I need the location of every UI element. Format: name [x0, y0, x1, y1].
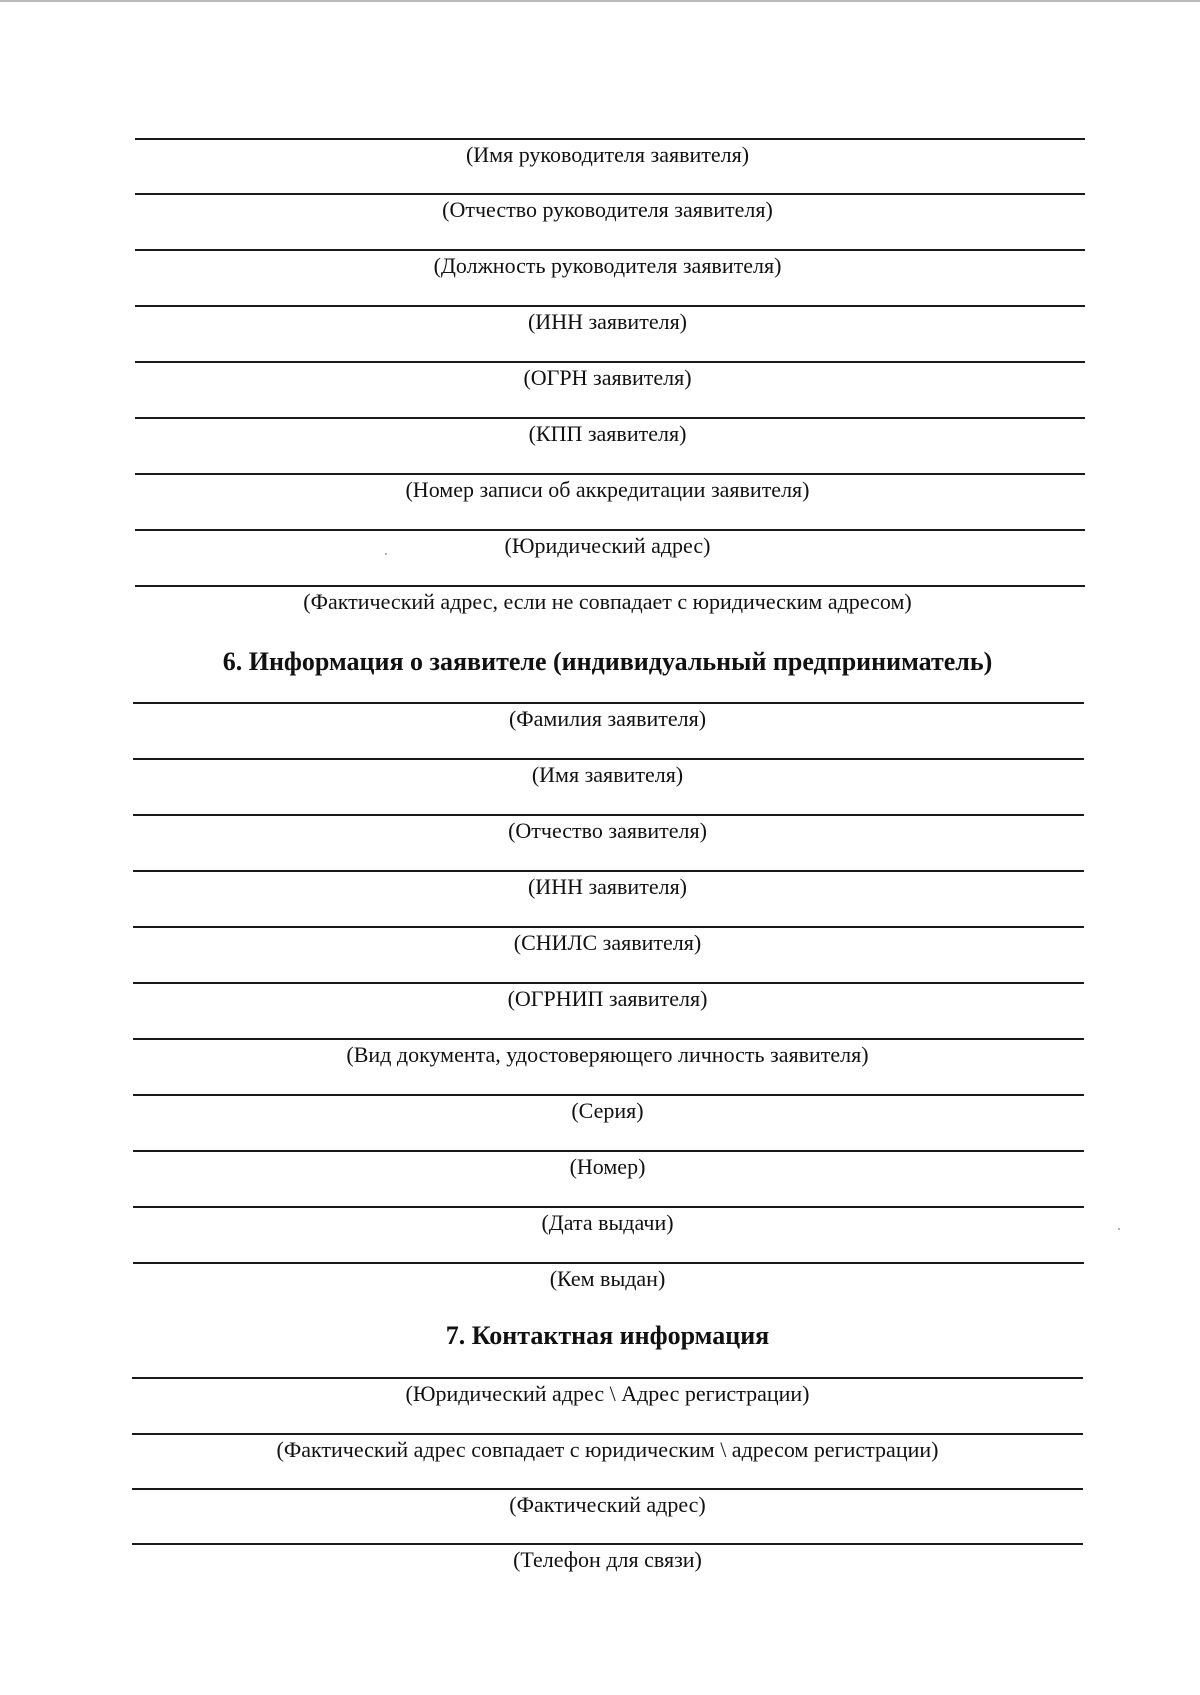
field-caption-ip-snils: (СНИЛС заявителя) — [513, 930, 702, 955]
field-caption-legal-address: (Юридический адрес) — [504, 533, 711, 558]
field-caption-id-issued-by: (Кем выдан) — [549, 1266, 666, 1291]
field-line-ip-first-name[interactable] — [133, 758, 1084, 760]
field-line-org-kpp[interactable] — [135, 417, 1085, 419]
field-caption-manager-position: (Должность руководителя заявителя) — [433, 253, 782, 278]
field-line-manager-first-name[interactable] — [135, 138, 1085, 140]
field-line-manager-patronymic[interactable] — [135, 193, 1085, 195]
field-caption-ip-patronymic: (Отчество заявителя) — [508, 818, 707, 843]
field-caption-id-issue-date: (Дата выдачи) — [541, 1210, 674, 1235]
field-line-id-issued-by[interactable] — [133, 1262, 1084, 1264]
field-line-accreditation-record[interactable] — [135, 473, 1085, 475]
field-line-id-series[interactable] — [133, 1094, 1084, 1096]
field-caption-ip-ogrnip: (ОГРНИП заявителя) — [507, 986, 708, 1011]
field-caption-ip-last-name: (Фамилия заявителя) — [508, 706, 707, 731]
field-caption-ip-inn: (ИНН заявителя) — [527, 874, 688, 899]
field-caption-contact-phone: (Телефон для связи) — [513, 1547, 702, 1572]
field-caption-org-ogrn: (ОГРН заявителя) — [523, 365, 692, 390]
field-line-ip-last-name[interactable] — [133, 702, 1084, 704]
field-line-ip-ogrnip[interactable] — [133, 982, 1084, 984]
field-line-registration-address[interactable] — [132, 1377, 1083, 1379]
section-6-heading: 6. Информация о заявителе (индивидуальный предприниматель) — [222, 647, 993, 676]
field-line-actual-address[interactable] — [132, 1488, 1083, 1490]
field-caption-actual-matches-legal: (Фактический адрес совпадает с юридическим \ адресом регистрации) — [276, 1437, 939, 1462]
field-caption-org-inn: (ИНН заявителя) — [527, 309, 688, 334]
field-line-id-document-type[interactable] — [133, 1038, 1084, 1040]
field-caption-ip-first-name: (Имя заявителя) — [531, 762, 684, 787]
section-7-heading: 7. Контактная информация — [445, 1321, 770, 1350]
field-line-org-ogrn[interactable] — [135, 361, 1085, 363]
field-line-legal-address[interactable] — [135, 529, 1085, 531]
field-caption-org-kpp: (КПП заявителя) — [528, 421, 687, 446]
field-line-actual-matches-legal[interactable] — [132, 1433, 1083, 1435]
field-line-ip-patronymic[interactable] — [133, 814, 1084, 816]
field-line-ip-inn[interactable] — [133, 870, 1084, 872]
field-line-org-inn[interactable] — [135, 305, 1085, 307]
field-line-id-issue-date[interactable] — [133, 1206, 1084, 1208]
field-caption-actual-address-org: (Фактический адрес, если не совпадает с юридическим адресом) — [303, 589, 912, 614]
field-caption-id-document-type: (Вид документа, удостоверяющего личность заявителя) — [346, 1042, 869, 1067]
scan-speck — [385, 553, 387, 555]
field-line-ip-snils[interactable] — [133, 926, 1084, 928]
field-line-contact-phone[interactable] — [132, 1543, 1083, 1545]
field-caption-manager-first-name: (Имя руководителя заявителя) — [465, 142, 750, 167]
field-caption-accreditation-record: (Номер записи об аккредитации заявителя) — [405, 477, 810, 502]
field-line-manager-position[interactable] — [135, 249, 1085, 251]
field-line-actual-address-org[interactable] — [135, 585, 1085, 587]
field-caption-actual-address: (Фактический адрес) — [509, 1492, 706, 1517]
scan-speck — [1118, 1228, 1120, 1230]
field-caption-id-number: (Номер) — [569, 1154, 646, 1179]
field-line-id-number[interactable] — [133, 1150, 1084, 1152]
field-caption-registration-address: (Юридический адрес \ Адрес регистрации) — [405, 1381, 810, 1406]
field-caption-manager-patronymic: (Отчество руководителя заявителя) — [442, 197, 773, 222]
field-caption-id-series: (Серия) — [571, 1098, 644, 1123]
